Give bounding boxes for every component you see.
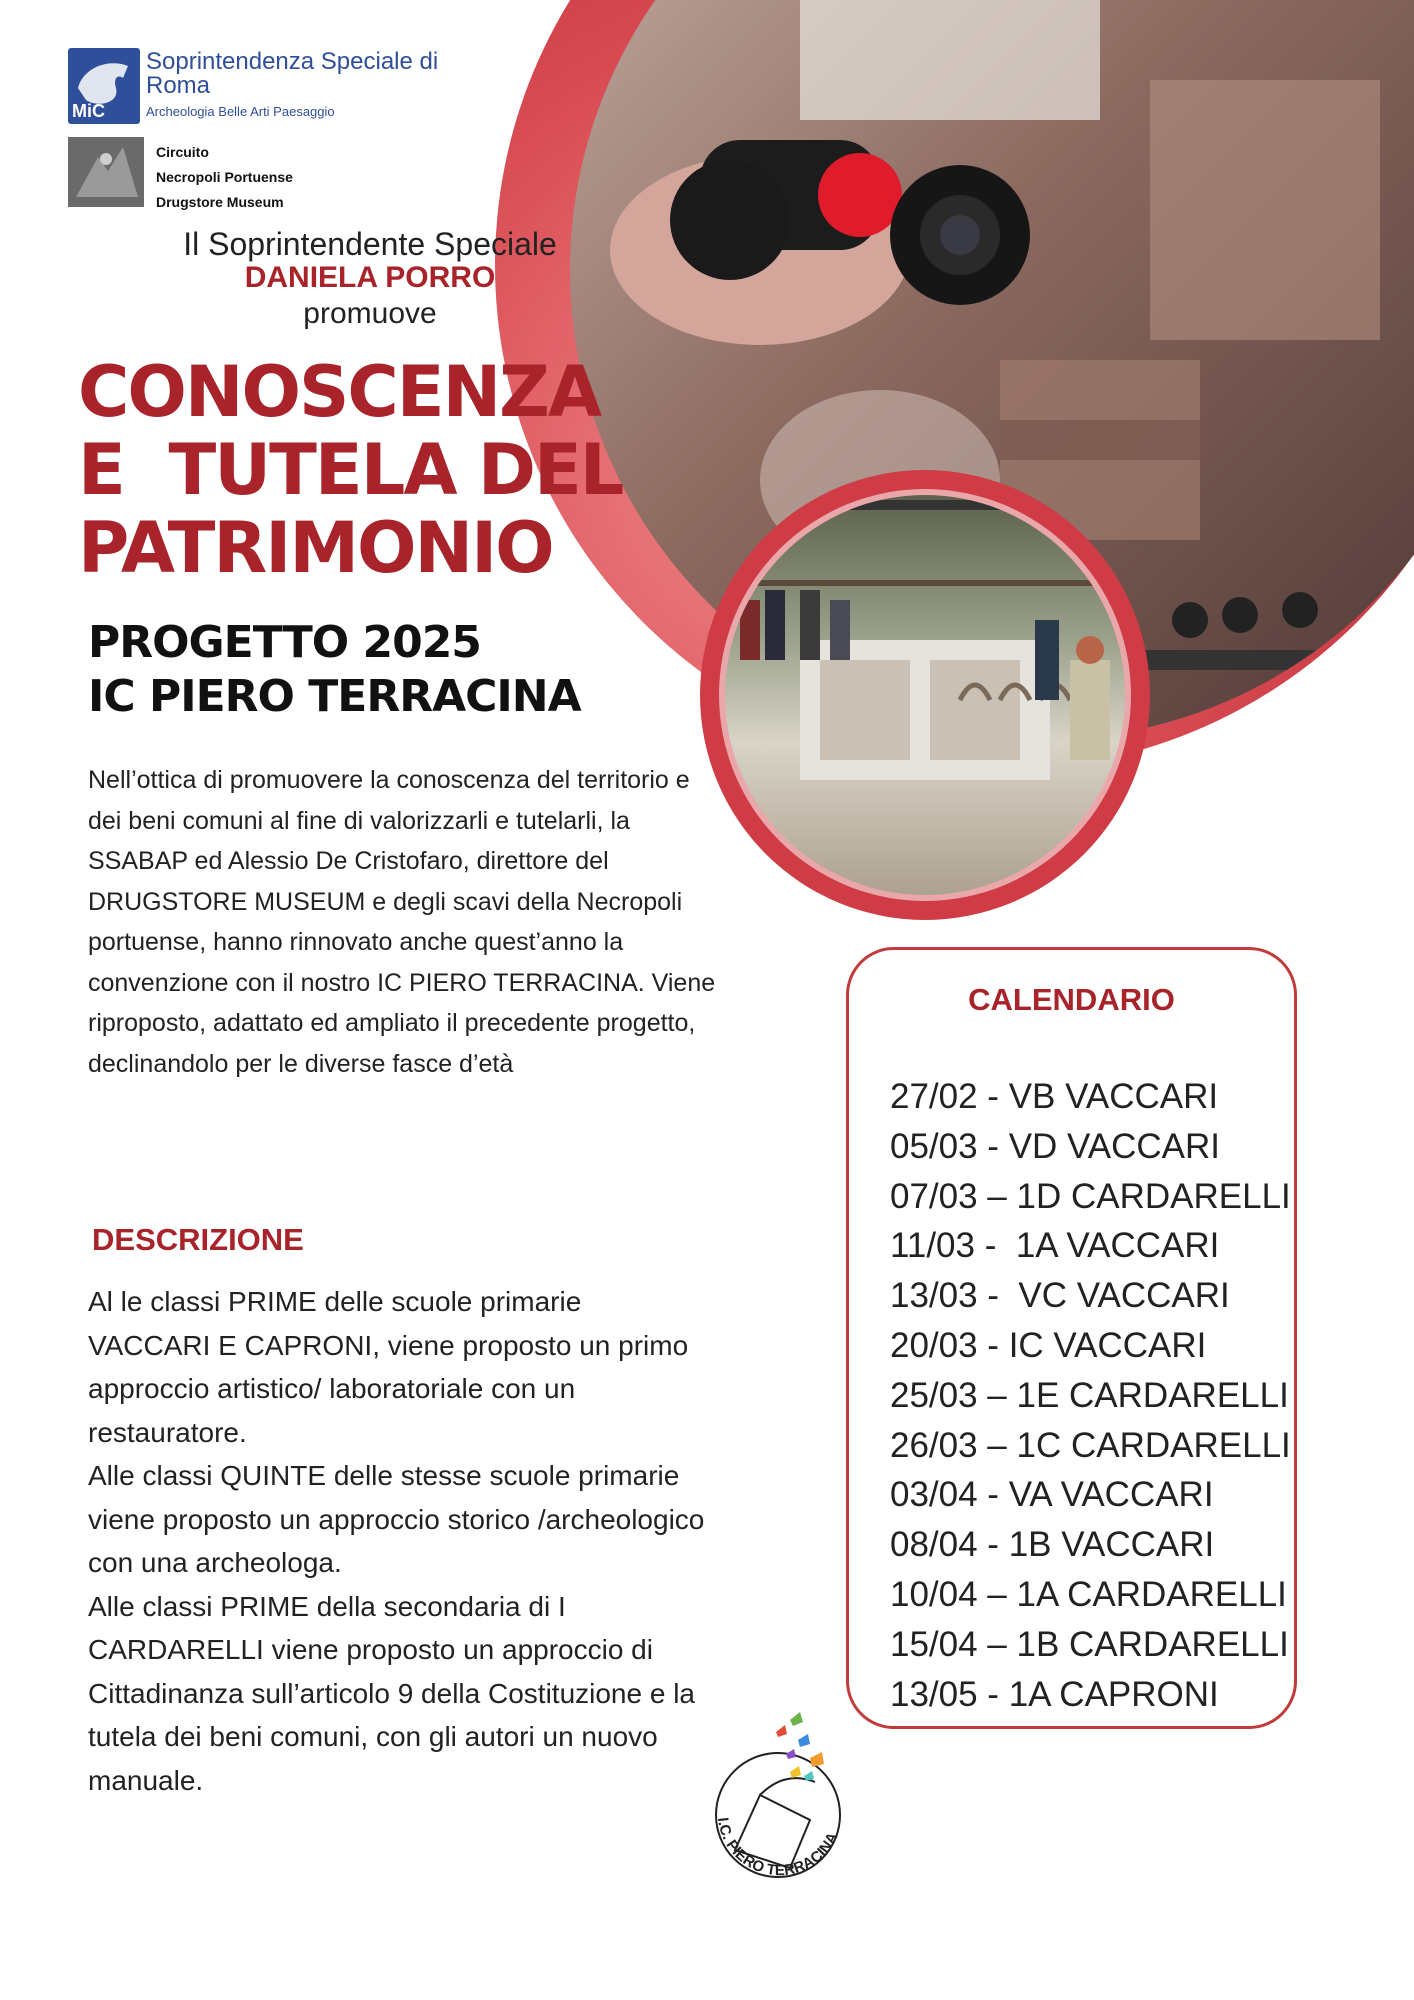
calendar-entry: 13/03 - VC VACCARI [890,1276,1230,1316]
mic-abbr: MiC [72,101,105,121]
circuit-line: Necropoli Portuense [156,169,293,185]
calendar-entry: 08/04 - 1B VACCARI [890,1525,1215,1565]
calendar-entry: 11/03 - 1A VACCARI [890,1226,1220,1266]
intro-paragraph: Nell’ottica di promuovere la conoscenza del territorio e dei beni comuni al fine di valorizzarli e tutelarli, la SSABAP ed Alessio De Cristofaro, direttore del DRUGSTORE MUSEUM e degli scavi della Necropoli portuense, hanno rinnovato anche quest’anno la convenzione con il nostro IC PIERO TERRACINA. Viene riproposto, adattato ed ampliato il precedente progetto, declinandolo per le diverse fasce d’età [88,766,716,1078]
calendar-entry: 25/03 – 1E CARDARELLI [890,1375,1289,1415]
promoter-title: Il Soprintendente Speciale [183,226,557,262]
description-paragraph: Alle classi QUINTE delle stesse scuole primarie viene proposto un approccio storico /archeologico con una archeologa. [88,1460,705,1578]
circuit-line: Drugstore Museum [156,194,284,210]
calendar-entry: 15/04 – 1B CARDARELLI [890,1624,1289,1664]
main-title [78,353,698,587]
calendar-entry: 26/03 – 1C CARDARELLI [890,1425,1291,1465]
description-heading: DESCRIZIONE [92,1222,304,1257]
circuit-name [156,140,356,215]
director-name: DANIELA PORRO [244,261,496,294]
mic-logo [68,48,140,124]
calendar-box [846,947,1297,1729]
circuit-logo-image [68,137,144,207]
school-emblem-logo [690,1700,860,1890]
calendar-entry: 20/03 - IC VACCARI [890,1325,1207,1365]
description-paragraph: Alle classi PRIME della secondaria di I CARDARELLI viene proposto un approccio di Cittadinanza sull’articolo 9 della Costituzione e la tutela dei beni comuni, con gli autori un nuovo manuale. [88,1590,696,1796]
calendar-entry: 03/04 - VA VACCARI [890,1475,1214,1515]
description-paragraph: Al le classi PRIME delle scuole primarie VACCARI E CAPRONI, viene proposto un primo approccio artistico/ laboratoriale con un restauratore. [88,1286,689,1448]
project-line: PROGETTO 2025 [88,617,481,668]
calendar-entry: 13/05 - 1A CAPRONI [890,1674,1219,1714]
main-title-line: PATRIMONIO [78,507,553,589]
calendar-entry: 05/03 - VD VACCARI [890,1126,1221,1166]
project-line: IC PIERO TERRACINA [88,671,581,722]
emblem-text: I.C. PIERO TERRACINA [713,1816,842,1880]
circuit-line: Circuito [156,144,209,160]
calendar-entry: 27/02 - VB VACCARI [890,1077,1219,1116]
promuove-text: promuove [303,297,437,330]
description-body [88,1280,708,1802]
ssabap-subtitle: Archeologia Belle Arti Paesaggio [146,104,335,119]
ssabap-name: Soprintendenza Speciale di Roma [146,48,439,99]
calendar-title: CALENDARIO [968,982,1175,1017]
main-title-line: E TUTELA DEL [78,429,623,511]
project-title [88,616,581,724]
main-title-line: CONOSCENZA [78,351,601,433]
calendar-list [890,1072,1291,1719]
calendar-entry: 07/03 – 1D CARDARELLI [890,1176,1291,1216]
calendar-entry: 10/04 – 1A CARDARELLI [890,1574,1287,1614]
butterflies-icon [776,1712,824,1781]
